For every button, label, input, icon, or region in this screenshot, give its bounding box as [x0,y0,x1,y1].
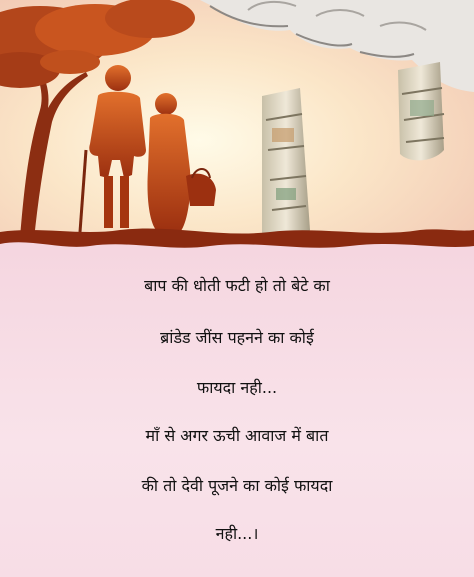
quote-line-1: बाप की धोती फटी हो तो बेटे का [144,276,330,295]
quote-line-3: फायदा नही... [196,378,278,397]
quote-block [0,248,474,577]
quote-line-6: नही...। [215,524,259,543]
illustration [0,0,474,255]
quote-line-5: की तो देवी पूजने का कोई फायदा [141,476,333,495]
sunset-scene [0,0,474,255]
quote-line-4: माँ से अगर ऊची आवाज में बात [145,426,329,445]
quote-line-2: ब्रांडेड जींस पहनने का कोई [160,328,314,347]
